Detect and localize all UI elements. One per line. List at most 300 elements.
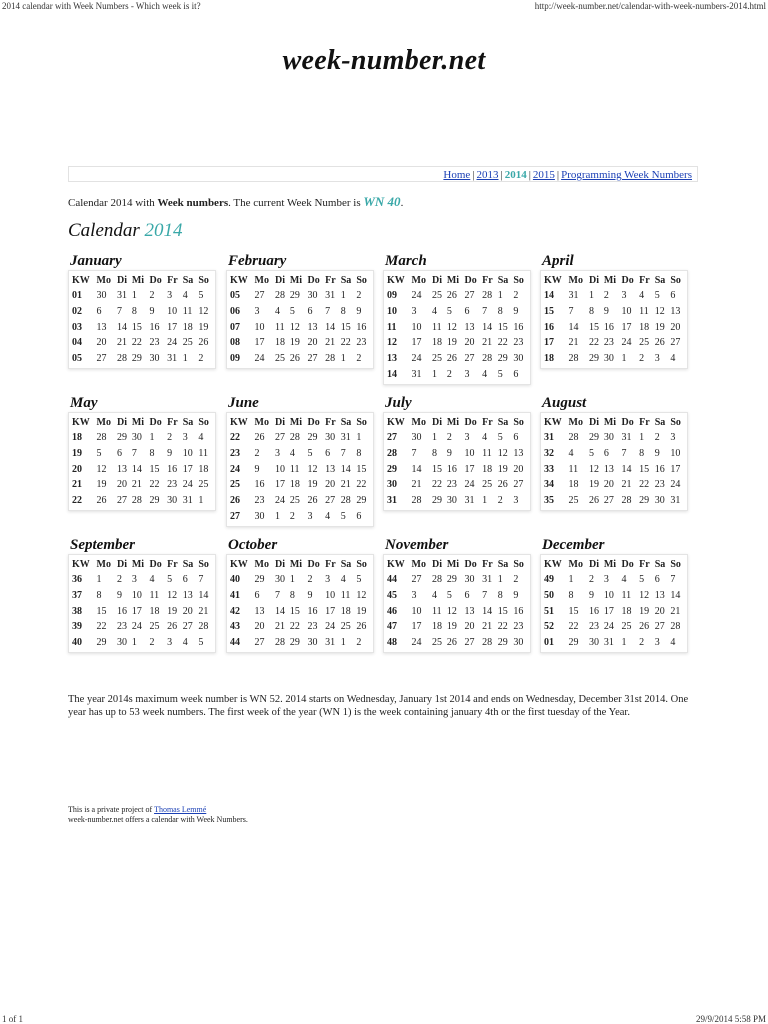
month-table [229,556,371,650]
day-cell: 8 [588,306,594,318]
day-cell: 8 [497,590,503,602]
month-table-box [226,554,374,653]
month-name: July [385,395,412,411]
day-cell: 31 [603,637,614,649]
day-cell: 21 [325,337,336,349]
day-cell: 3 [325,574,331,586]
day-cell: 18 [340,605,351,617]
day-cell: 15 [639,463,650,475]
day-cell: 7 [482,590,488,602]
day-cell: 27 [411,574,422,586]
month-table [386,556,528,650]
day-cell: 31 [167,353,178,365]
day-cell: 6 [307,306,313,318]
week-row [543,603,685,619]
day-cell: 2 [254,448,260,460]
week-number-cell: 39 [72,621,82,633]
day-cell: 4 [274,306,280,318]
day-column-header: Fr [482,416,493,428]
week-row [71,319,213,335]
day-cell: 27 [464,637,475,649]
day-cell: 16 [116,605,127,617]
day-cell: 28 [96,432,107,444]
header-row [386,272,528,288]
day-cell: 12 [289,321,300,333]
week-row [543,288,685,304]
day-cell: 14 [670,590,681,602]
day-cell: 24 [167,337,178,349]
day-cell: 5 [654,290,660,302]
day-cell: 31 [340,432,351,444]
day-cell: 2 [116,574,122,586]
day-cell: 26 [497,479,508,491]
week-row [386,477,528,493]
day-column-header: So [356,274,367,286]
month-february [226,252,374,369]
day-cell: 13 [603,463,614,475]
week-row [71,351,213,367]
day-cell: 20 [603,479,614,491]
day-cell: 23 [654,479,665,491]
week-row [543,635,685,651]
day-cell: 17 [411,337,422,349]
day-cell: 17 [603,605,614,617]
week-row [229,588,371,604]
day-column-header: Mo [96,558,111,570]
day-cell: 4 [621,574,627,586]
week-row [386,603,528,619]
day-cell: 25 [621,621,632,633]
day-cell: 20 [325,479,336,491]
day-cell: 3 [167,637,173,649]
day-column-header: Mi [446,558,460,570]
week-number-cell: 27 [230,510,240,522]
day-cell: 13 [182,590,193,602]
day-cell: 30 [131,432,142,444]
day-column-header: So [670,416,681,428]
day-cell: 21 [621,479,632,491]
week-number-cell: 35 [544,495,554,507]
day-cell: 10 [603,590,614,602]
month-table [386,272,528,382]
week-number-cell: 23 [230,448,240,460]
week-row [71,288,213,304]
intro-prefix: Calendar 2014 with [68,197,158,209]
day-cell: 28 [116,353,127,365]
credit-block [68,805,248,825]
day-cell: 26 [307,495,318,507]
week-number-cell: 44 [230,637,240,649]
day-cell: 18 [621,605,632,617]
week-number-cell: 33 [544,463,554,475]
day-cell: 1 [96,574,102,586]
day-cell: 5 [588,448,594,460]
day-column-header: Sa [340,416,352,428]
day-cell: 18 [149,605,160,617]
print-header-url: http://week-number.net/calendar-with-week-numbers-2014.html [534,1,766,11]
day-cell: 2 [149,290,155,302]
week-row [71,493,213,509]
day-cell: 2 [356,290,362,302]
day-cell: 16 [513,605,524,617]
week-column-header: KW [72,416,90,428]
day-cell: 21 [670,605,681,617]
week-number-cell: 29 [387,463,397,475]
day-column-header: Fr [639,416,650,428]
day-cell: 31 [325,637,336,649]
week-column-header: KW [230,274,248,286]
header-row [543,414,685,430]
credit-prefix: This is a private project of [68,805,155,814]
day-column-header: Do [464,274,477,286]
day-cell: 1 [497,574,503,586]
day-cell: 26 [198,337,209,349]
day-cell: 28 [482,637,493,649]
day-cell: 1 [340,637,346,649]
day-cell: 12 [588,463,599,475]
week-number-cell: 42 [230,605,240,617]
day-column-header: Sa [182,416,194,428]
nav-2013-link[interactable]: 2013 [476,169,499,181]
day-cell: 16 [167,463,178,475]
day-cell: 26 [254,432,265,444]
day-cell: 21 [340,479,351,491]
week-number-cell: 34 [544,479,554,491]
week-row [543,572,685,588]
week-number-cell: 47 [387,621,397,633]
day-column-header: Do [464,416,477,428]
day-column-header: Mo [96,274,111,286]
day-column-header: Sa [497,416,509,428]
day-column-header: Sa [654,274,666,286]
day-column-header: Di [274,274,285,286]
day-column-header: Fr [325,416,336,428]
week-number-cell: 49 [544,574,554,586]
month-name: March [385,253,427,269]
day-cell: 8 [149,448,155,460]
day-cell: 13 [254,605,265,617]
day-column-header: Di [588,416,599,428]
day-column-header: Di [116,274,127,286]
day-column-header: Sa [182,558,194,570]
month-table [229,414,371,524]
day-cell: 6 [96,306,102,318]
day-column-header: Di [431,558,442,570]
day-cell: 29 [431,495,442,507]
site-logo[interactable]: week-number.net [282,45,486,76]
week-number-cell: 44 [387,574,397,586]
day-cell: 4 [182,290,188,302]
day-cell: 19 [307,479,318,491]
week-number-cell: 40 [72,637,82,649]
day-cell: 9 [446,448,452,460]
day-cell: 23 [167,479,178,491]
day-cell: 27 [654,621,665,633]
day-cell: 11 [274,321,285,333]
day-cell: 25 [340,621,351,633]
week-column-header: KW [387,558,405,570]
nav-home-link[interactable]: Home [443,169,471,181]
day-cell: 6 [325,448,331,460]
day-cell: 28 [340,495,351,507]
day-cell: 19 [639,605,650,617]
day-cell: 18 [568,479,579,491]
day-column-header: Mi [603,416,617,428]
day-cell: 11 [198,448,208,460]
day-cell: 2 [356,353,362,365]
day-cell: 26 [96,495,107,507]
week-number-cell: 05 [230,290,240,302]
intro-suffix: . [400,197,404,209]
day-cell: 27 [513,479,524,491]
day-cell: 25 [568,495,579,507]
week-number-cell: 21 [72,479,82,491]
header-row [71,272,213,288]
day-cell: 3 [464,368,470,380]
day-column-header: Di [431,274,442,286]
week-row [229,335,371,351]
day-cell: 1 [149,432,155,444]
week-column-header: KW [72,558,90,570]
nav-separator: | [528,169,531,181]
day-cell: 16 [356,321,367,333]
nav-2014-link[interactable]: 2014 [504,169,527,181]
day-cell: 22 [568,621,579,633]
day-cell: 18 [182,321,193,333]
day-cell: 10 [464,448,475,460]
day-cell: 25 [431,637,442,649]
day-cell: 4 [568,448,574,460]
day-cell: 31 [464,495,475,507]
month-table-box [68,412,216,511]
day-cell: 9 [307,590,313,602]
author-link[interactable]: Thomas Lemmé [154,805,207,814]
day-cell: 13 [513,448,524,460]
day-cell: 8 [356,448,362,460]
day-column-header: Mi [289,416,303,428]
day-cell: 3 [603,574,609,586]
day-cell: 20 [513,463,524,475]
day-cell: 3 [254,306,260,318]
day-cell: 12 [96,463,107,475]
day-column-header: So [198,416,209,428]
day-cell: 14 [325,321,336,333]
day-cell: 10 [167,306,178,318]
day-cell: 30 [96,290,107,302]
day-cell: 21 [568,337,579,349]
nav-2015-link[interactable]: 2015 [532,169,555,181]
day-cell: 24 [254,353,265,365]
week-number-cell: 01 [72,290,82,302]
day-cell: 6 [356,510,362,522]
day-cell: 31 [482,574,493,586]
day-column-header: Mo [568,416,583,428]
day-cell: 24 [131,621,142,633]
week-row [71,304,213,320]
day-column-header: Mo [411,416,426,428]
day-column-header: Fr [639,274,650,286]
week-column-header: KW [387,416,405,428]
day-cell: 24 [182,479,193,491]
day-cell: 2 [198,353,204,365]
day-cell: 13 [464,605,475,617]
day-cell: 7 [198,574,204,586]
day-cell: 28 [482,353,493,365]
day-cell: 30 [654,495,665,507]
day-cell: 3 [307,510,313,522]
day-cell: 25 [431,290,442,302]
nav-separator: | [556,169,560,181]
day-cell: 5 [639,574,645,586]
day-cell: 29 [588,353,599,365]
day-cell: 2 [603,290,609,302]
week-number-cell: 48 [387,637,397,649]
day-cell: 2 [513,574,519,586]
day-cell: 30 [446,495,457,507]
day-cell: 11 [639,306,649,318]
day-cell: 14 [482,605,493,617]
day-cell: 31 [621,432,632,444]
day-cell: 15 [149,463,160,475]
day-cell: 6 [513,368,519,380]
header-row [229,414,371,430]
day-cell: 28 [568,432,579,444]
week-row [386,461,528,477]
day-cell: 20 [182,605,193,617]
day-cell: 24 [464,479,475,491]
week-row [71,446,213,462]
day-cell: 30 [307,290,318,302]
day-cell: 28 [198,621,209,633]
day-cell: 15 [340,321,351,333]
week-number-cell: 07 [230,321,240,333]
day-cell: 23 [603,337,614,349]
day-cell: 5 [167,574,173,586]
day-cell: 26 [167,621,178,633]
day-cell: 30 [513,637,524,649]
day-cell: 30 [603,432,614,444]
day-cell: 28 [411,495,422,507]
week-number-cell: 22 [230,432,240,444]
day-cell: 18 [482,463,493,475]
day-cell: 10 [670,448,681,460]
month-name: November [385,537,449,553]
day-cell: 21 [131,479,142,491]
day-cell: 7 [411,448,417,460]
day-cell: 11 [431,321,442,333]
week-number-cell: 46 [387,605,397,617]
day-cell: 15 [96,605,107,617]
day-cell: 23 [307,621,318,633]
day-cell: 6 [603,448,609,460]
nav-separator: | [472,169,475,181]
day-cell: 22 [149,479,160,491]
day-cell: 2 [446,368,452,380]
day-cell: 16 [307,605,318,617]
day-cell: 27 [603,495,614,507]
day-column-header: So [670,558,681,570]
week-number-cell: 27 [387,432,397,444]
print-header-title: 2014 calendar with Week Numbers - Which week is it? [2,1,201,11]
month-name: April [542,253,574,269]
week-number-cell: 05 [72,353,82,365]
day-cell: 25 [482,479,493,491]
day-cell: 5 [307,448,313,460]
day-column-header: Mi [131,558,145,570]
day-cell: 12 [639,590,650,602]
day-cell: 26 [289,353,300,365]
week-number-cell: 09 [230,353,240,365]
day-cell: 20 [670,321,681,333]
month-name: October [228,537,278,553]
day-cell: 15 [588,321,599,333]
day-cell: 27 [464,290,475,302]
credit-line2: week-number.net offers a calendar with Week Numbers. [68,815,248,824]
day-cell: 1 [497,290,503,302]
month-table [543,556,685,650]
day-cell: 2 [639,637,645,649]
day-cell: 6 [182,574,188,586]
day-cell: 18 [431,621,442,633]
week-number-cell: 19 [72,448,82,460]
week-number-cell: 16 [544,321,554,333]
week-number-cell: 01 [544,637,554,649]
day-cell: 1 [340,290,346,302]
day-column-header: Mo [254,274,269,286]
week-row [229,493,371,509]
day-cell: 27 [254,290,265,302]
day-cell: 18 [289,479,300,491]
month-december [540,536,688,653]
week-column-header: KW [230,558,248,570]
calendar-title-label: Calendar [68,220,140,241]
day-cell: 27 [307,353,318,365]
week-row [386,635,528,651]
day-cell: 1 [198,495,204,507]
day-cell: 31 [182,495,193,507]
day-column-header: So [356,416,367,428]
current-week-number: WN 40 [363,194,401,209]
week-row [71,430,213,446]
day-column-header: Mi [603,274,617,286]
nav-programming-link[interactable]: Programming Week Numbers [561,169,692,181]
day-cell: 28 [568,353,579,365]
day-cell: 9 [116,590,122,602]
month-table [543,272,685,366]
day-column-header: Fr [325,274,336,286]
month-table [71,556,213,650]
month-name: August [542,395,587,411]
day-cell: 25 [198,479,209,491]
day-column-header: Mi [446,274,460,286]
day-cell: 3 [621,290,627,302]
day-cell: 6 [464,590,470,602]
day-cell: 13 [464,321,475,333]
day-cell: 24 [411,637,422,649]
day-column-header: Di [431,416,442,428]
day-cell: 26 [356,621,367,633]
day-column-header: Sa [182,274,194,286]
day-cell: 4 [482,432,488,444]
day-cell: 16 [254,479,265,491]
calendar-title [68,220,183,242]
print-footer-datetime: 29/9/2014 5:58 PM [695,1014,766,1024]
day-cell: 1 [588,290,594,302]
intro-text [68,194,403,210]
day-cell: 9 [513,590,519,602]
day-cell: 11 [149,590,160,602]
day-cell: 17 [464,463,475,475]
